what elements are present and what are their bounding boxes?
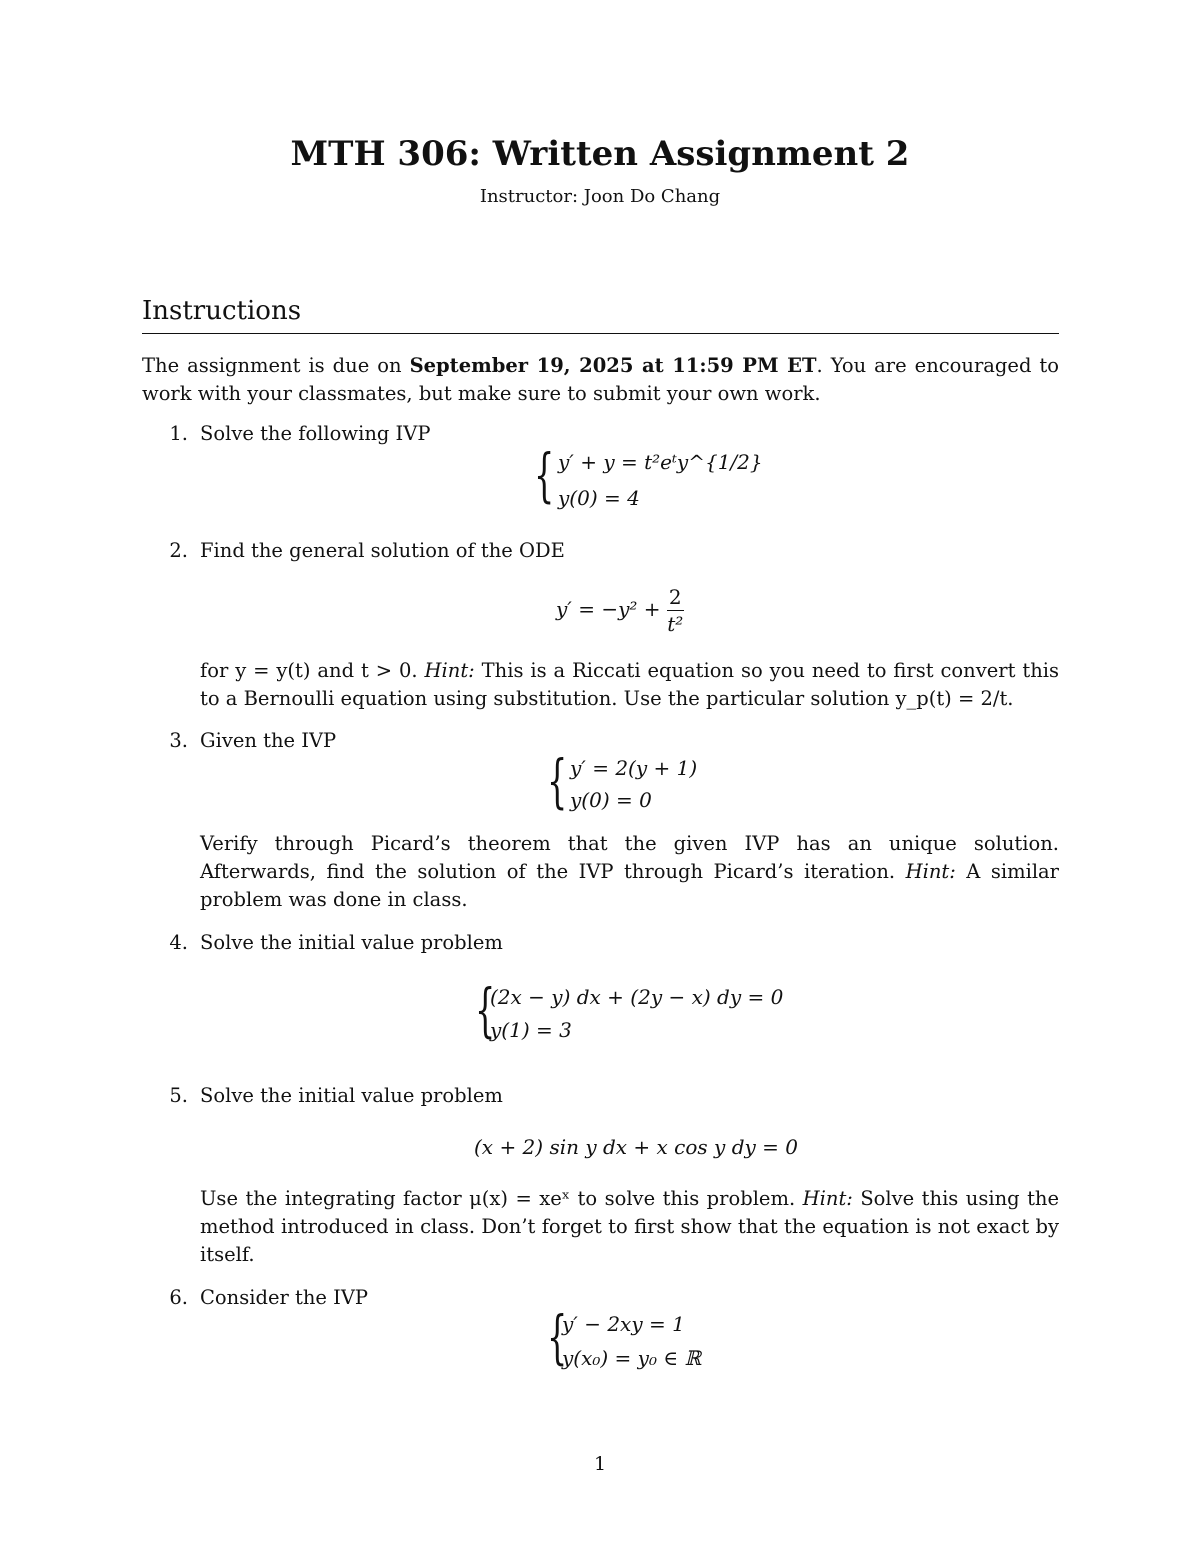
fraction-denominator: t² [667,612,684,636]
instructor-line: Instructor: Joon Do Chang [479,186,721,207]
problem-number: 4. [169,931,188,954]
section-rule [142,333,1059,334]
note-text: This is a Riccati equation so you need to first convert this to a Bernoulli equation using substitution. Use the particular solution y_p(t) = 2/t. [200,659,1059,710]
equation-line: y′ − 2xy = 1 [562,1312,685,1336]
problem-number: 1. [169,422,188,445]
left-brace: { [547,747,568,815]
page-number: 1 [593,1453,607,1475]
hint-label: Hint: [424,659,475,682]
problem-number: 6. [169,1286,188,1309]
document-title: MTH 306: Written Assignment 2 [290,134,910,174]
note-text: for y = y(t) and t > 0. [200,659,418,682]
hint-label: Hint: [802,1187,853,1210]
problem-note [200,657,1059,713]
fraction-numerator: 2 [668,585,682,609]
note-text: Use the integrating factor μ(x) = xeˣ to solve this problem. [200,1187,796,1210]
problem-prompt: Given the IVP [200,729,337,752]
fraction [667,584,684,637]
equation-line: y(0) = 4 [558,486,640,510]
section-heading: Instructions [142,296,302,326]
equation-line: y′ + y = t²eᵗy^{1/2} [558,450,763,474]
problem-number: 5. [169,1084,188,1107]
due-date: September 19, 2025 at 11:59 PM ET [409,354,817,377]
problem-number: 2. [169,539,188,562]
equation-line: y(x₀) = y₀ ∈ ℝ [562,1346,702,1370]
intro-text-end: . You are encouraged to work with your classmates, but make sure to submit your own work. [142,354,1059,405]
left-brace: { [547,1303,568,1371]
equation-line: y(0) = 0 [570,788,652,812]
note-text: Verify through Picard’s theorem that the given IVP has an unique solution. Afterwards, find the solution of the IVP through Picard’s iteration. [200,832,1059,883]
equation-display [556,584,684,637]
equation-left: y′ = −y² + [556,597,661,621]
hint-label: Hint: [905,860,956,883]
problem-note [200,830,1059,914]
intro-text-start: The assignment is due on [142,354,410,377]
left-brace: { [534,441,555,509]
equation-line: (2x − y) dx + (2y − x) dy = 0 [490,985,784,1009]
equation-line: y′ = 2(y + 1) [570,756,698,780]
instructions-paragraph [142,352,1059,408]
problem-prompt: Find the general solution of the ODE [200,539,565,562]
equation-line: y(1) = 3 [490,1018,572,1042]
left-brace: { [475,976,496,1044]
problem-note [200,1185,1059,1269]
problem-prompt: Solve the following IVP [200,422,431,445]
note-text: A similar problem was done in class. [200,860,1059,911]
problem-number: 3. [169,729,188,752]
problem-prompt: Solve the initial value problem [200,931,503,954]
problem-prompt: Solve the initial value problem [200,1084,503,1107]
problem-prompt: Consider the IVP [200,1286,369,1309]
equation-display: (x + 2) sin y dx + x cos y dy = 0 [474,1135,799,1159]
note-text: Solve this using the method introduced in class. Don’t forget to first show that the equation is not exact by itself. [200,1187,1060,1266]
